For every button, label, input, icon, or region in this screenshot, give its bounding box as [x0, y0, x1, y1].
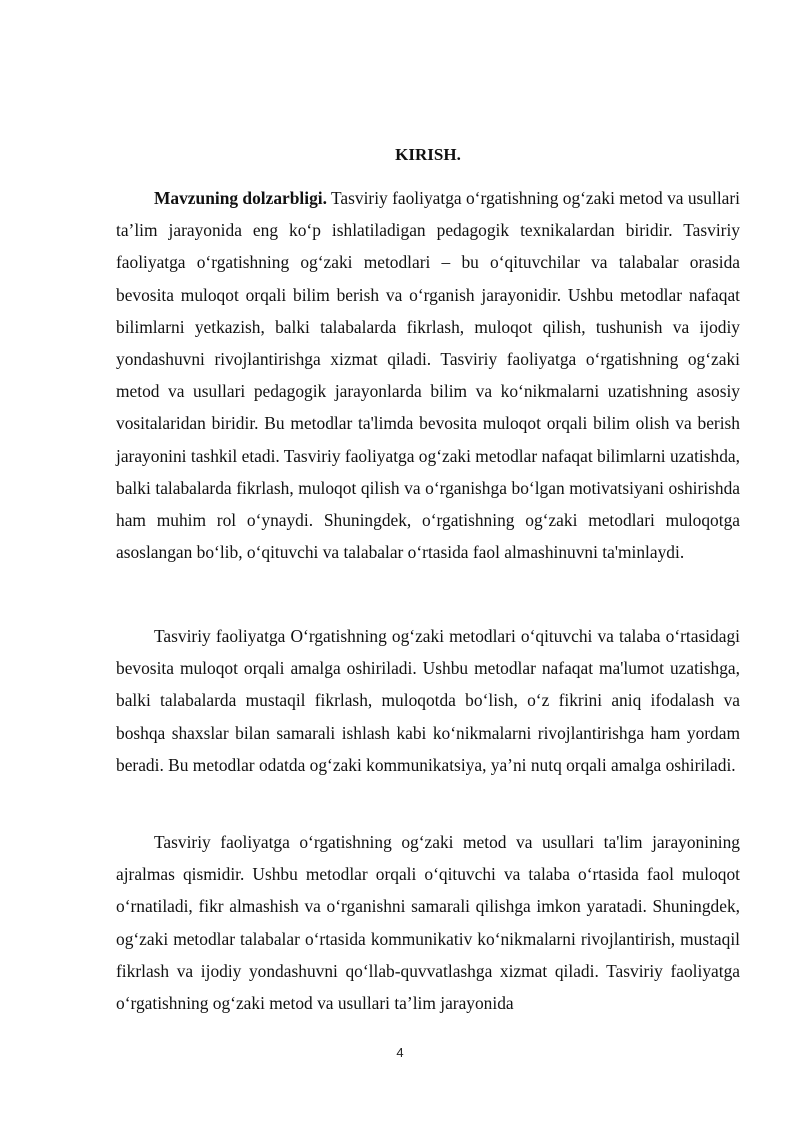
paragraph-relevance [116, 182, 740, 568]
paragraph-integral-part: Tasviriy faoliyatga o‘rgatishning og‘zaki metod va usullari ta'lim jarayonining ajralmas qismidir. Ushbu metodlar orqali o‘qituvchi va talaba o‘rtasida faol muloqot o‘rnatiladi, fikr almashish va o‘rganishni samarali qilishga imkon yaratadi. Shuningdek, og‘zaki metodlar talabalar o‘rtasida kommunikativ ko‘nikmalarni rivojlantirish, mustaqil fikrlash va ijodiy yondashuvni qo‘llab-quvvatlashga xizmat qiladi. Tasviriy faoliyatga o‘rgatishning og‘zaki metod va usullari ta’lim jarayonida [116, 832, 740, 1014]
paragraph-lead: Mavzuning dolzarbligi. [154, 188, 327, 208]
section-title: KIRISH. [395, 145, 461, 164]
page-number: 4 [396, 1045, 404, 1060]
paragraph-text: Tasviriy faoliyatga o‘rgatishning og‘zaki metod va usullari ta’lim jarayonida eng ko‘p ishlatiladigan pedagogik texnikalardan biridir. Tasviriy faoliyatga o‘rgatishning og‘zaki metodlari – bu o‘qituvchilar va talabalar orasida bevosita muloqot orqali bilim berish va o‘rganish jarayonidir. Ushbu metodlar nafaqat bilimlarni yetkazish, balki talabalarda fikrlash, muloqot qilish, tushunish va ijodiy yondashuvni rivojlantirishga xizmat qiladi. Tasviriy faoliyatga o‘rgatishning og‘zaki metod va usullari pedagogik jarayonlarda bilim va ko‘nikmalarni uzatishning asosiy vositalaridan biridir. Bu metodlar ta'limda bevosita muloqot orqali bilim olish va berish jarayonini tashkil etadi. Tasviriy faoliyatga og‘zaki metodlar nafaqat bilimlarni uzatishda, balki talabalarda fikrlash, muloqot qilish va o‘rganishga bo‘lgan motivatsiyani oshirishda ham muhim rol o‘ynaydi. Shuningdek, o‘rgatishning og‘zaki metodlari muloqotga asoslangan bo‘lib, o‘qituvchi va talabalar o‘rtasida faol almashinuvni ta'minlaydi. [116, 188, 740, 563]
paragraph-oral-methods: Tasviriy faoliyatga O‘rgatishning og‘zaki metodlari o‘qituvchi va talaba o‘rtasidagi bevosita muloqot orqali amalga oshiriladi. Ushbu metodlar nafaqat ma'lumot uzatishga, balki talabalarda mustaqil fikrlash, muloqotda bo‘lish, o‘z fikrini aniq ifodalash va boshqa shaxslar bilan samarali ishlash kabi ko‘nikmalarni rivojlantirishga ham yordam beradi. Bu metodlar odatda og‘zaki kommunikatsiya, ya’ni nutq orqali amalga oshiriladi. [116, 626, 740, 775]
